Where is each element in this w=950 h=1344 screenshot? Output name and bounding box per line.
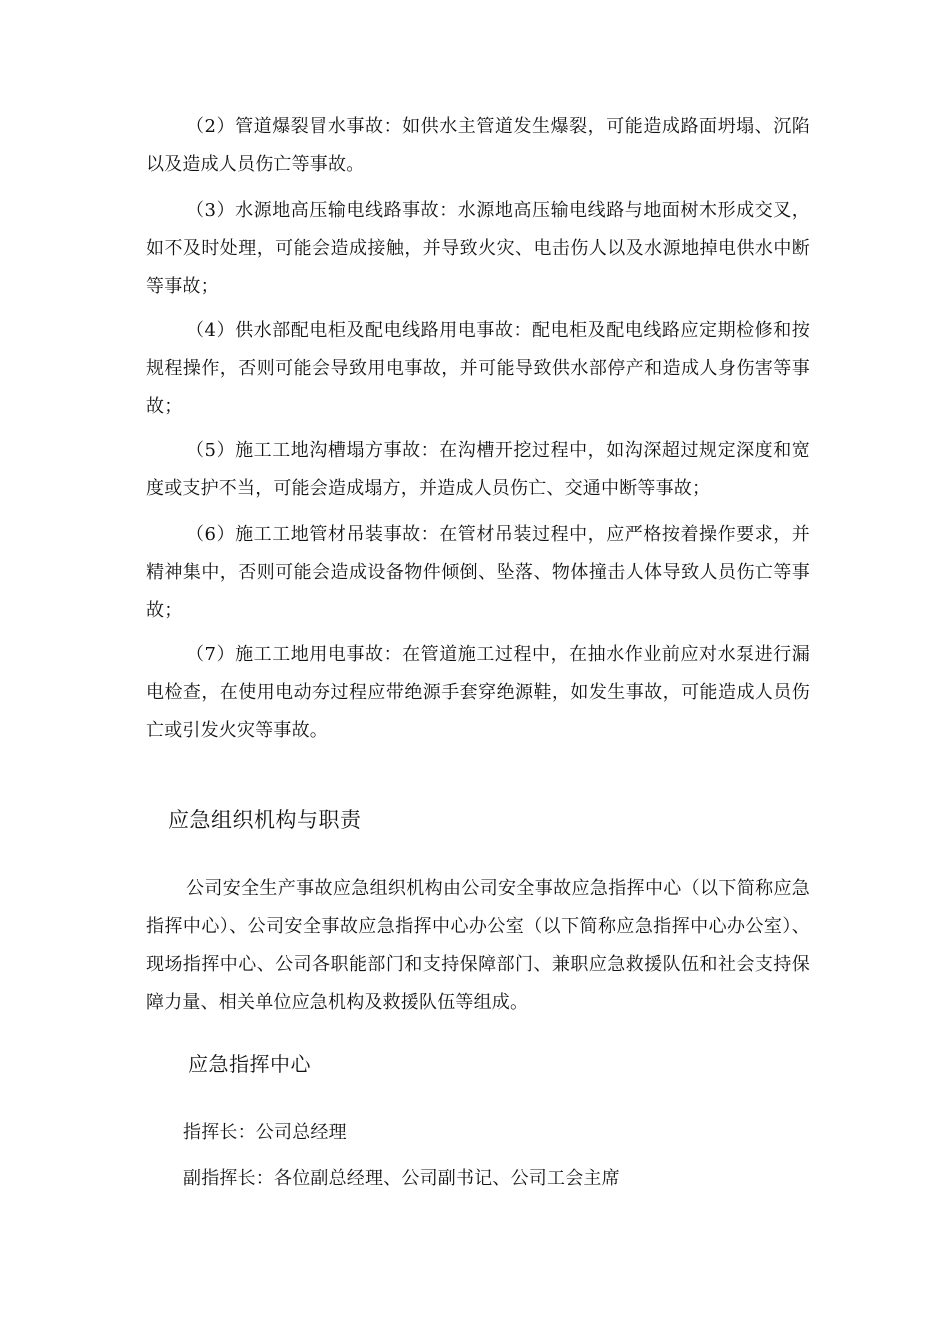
paragraph-site-electricity: （7）施工工地用电事故：在管道施工过程中，在抽水作业前应对水泵进行漏电检查，在使用电动夯过程应带绝源手套穿绝源鞋，如发生事故，可能造成人员伤亡或引发火灾等事故。 — [146, 644, 810, 741]
section-paragraph: 公司安全生产事故应急组织机构由公司安全事故应急指挥中心（以下简称应急指挥中心）、公司安全事故应急指挥中心办公室（以下简称应急指挥中心办公室）、现场指挥中心、公司各职能部门和支持保障部门、兼职应急救援队伍和社会支持保障力量、相关单位应急机构及救援队伍等组成。 — [146, 878, 810, 1013]
paragraph-trench-collapse: （5）施工工地沟槽塌方事故：在沟槽开挖过程中，如沟深超过规定深度和宽度或支护不当，可能会造成塌方，并造成人员伤亡、交通中断等事故； — [146, 440, 810, 499]
paragraph-pipe-burst: （2）管道爆裂冒水事故：如供水主管道发生爆裂，可能造成路面坍塌、沉陷以及造成人员伤亡等事故。 — [146, 116, 810, 175]
paragraph-pipe-hoisting: （6）施工工地管材吊装事故：在管材吊装过程中，应严格按着操作要求，并精神集中，否则可能会造成设备物件倾倒、坠落、物体撞击人体导致人员伤亡等事故； — [146, 524, 810, 621]
paragraph-power-line: （3）水源地高压输电线路事故：水源地高压输电线路与地面树木形成交叉，如不及时处理，可能会造成接触，并导致火灾、电击伤人以及水源地掉电供水中断等事故； — [146, 200, 810, 297]
role-deputy-commander: 副指挥长：各位副总经理、公司副书记、公司工会主席 — [183, 1168, 620, 1189]
section-heading: 应急组织机构与职责 — [168, 808, 362, 832]
paragraph-distribution-cabinet: （4）供水部配电柜及配电线路用电事故：配电柜及配电线路应定期检修和按规程操作，否则可能会导致用电事故，并可能导致供水部停产和造成人身伤害等事故； — [146, 320, 810, 417]
role-commander: 指挥长：公司总经理 — [183, 1122, 347, 1143]
subsection-heading: 应急指挥中心 — [188, 1052, 311, 1076]
